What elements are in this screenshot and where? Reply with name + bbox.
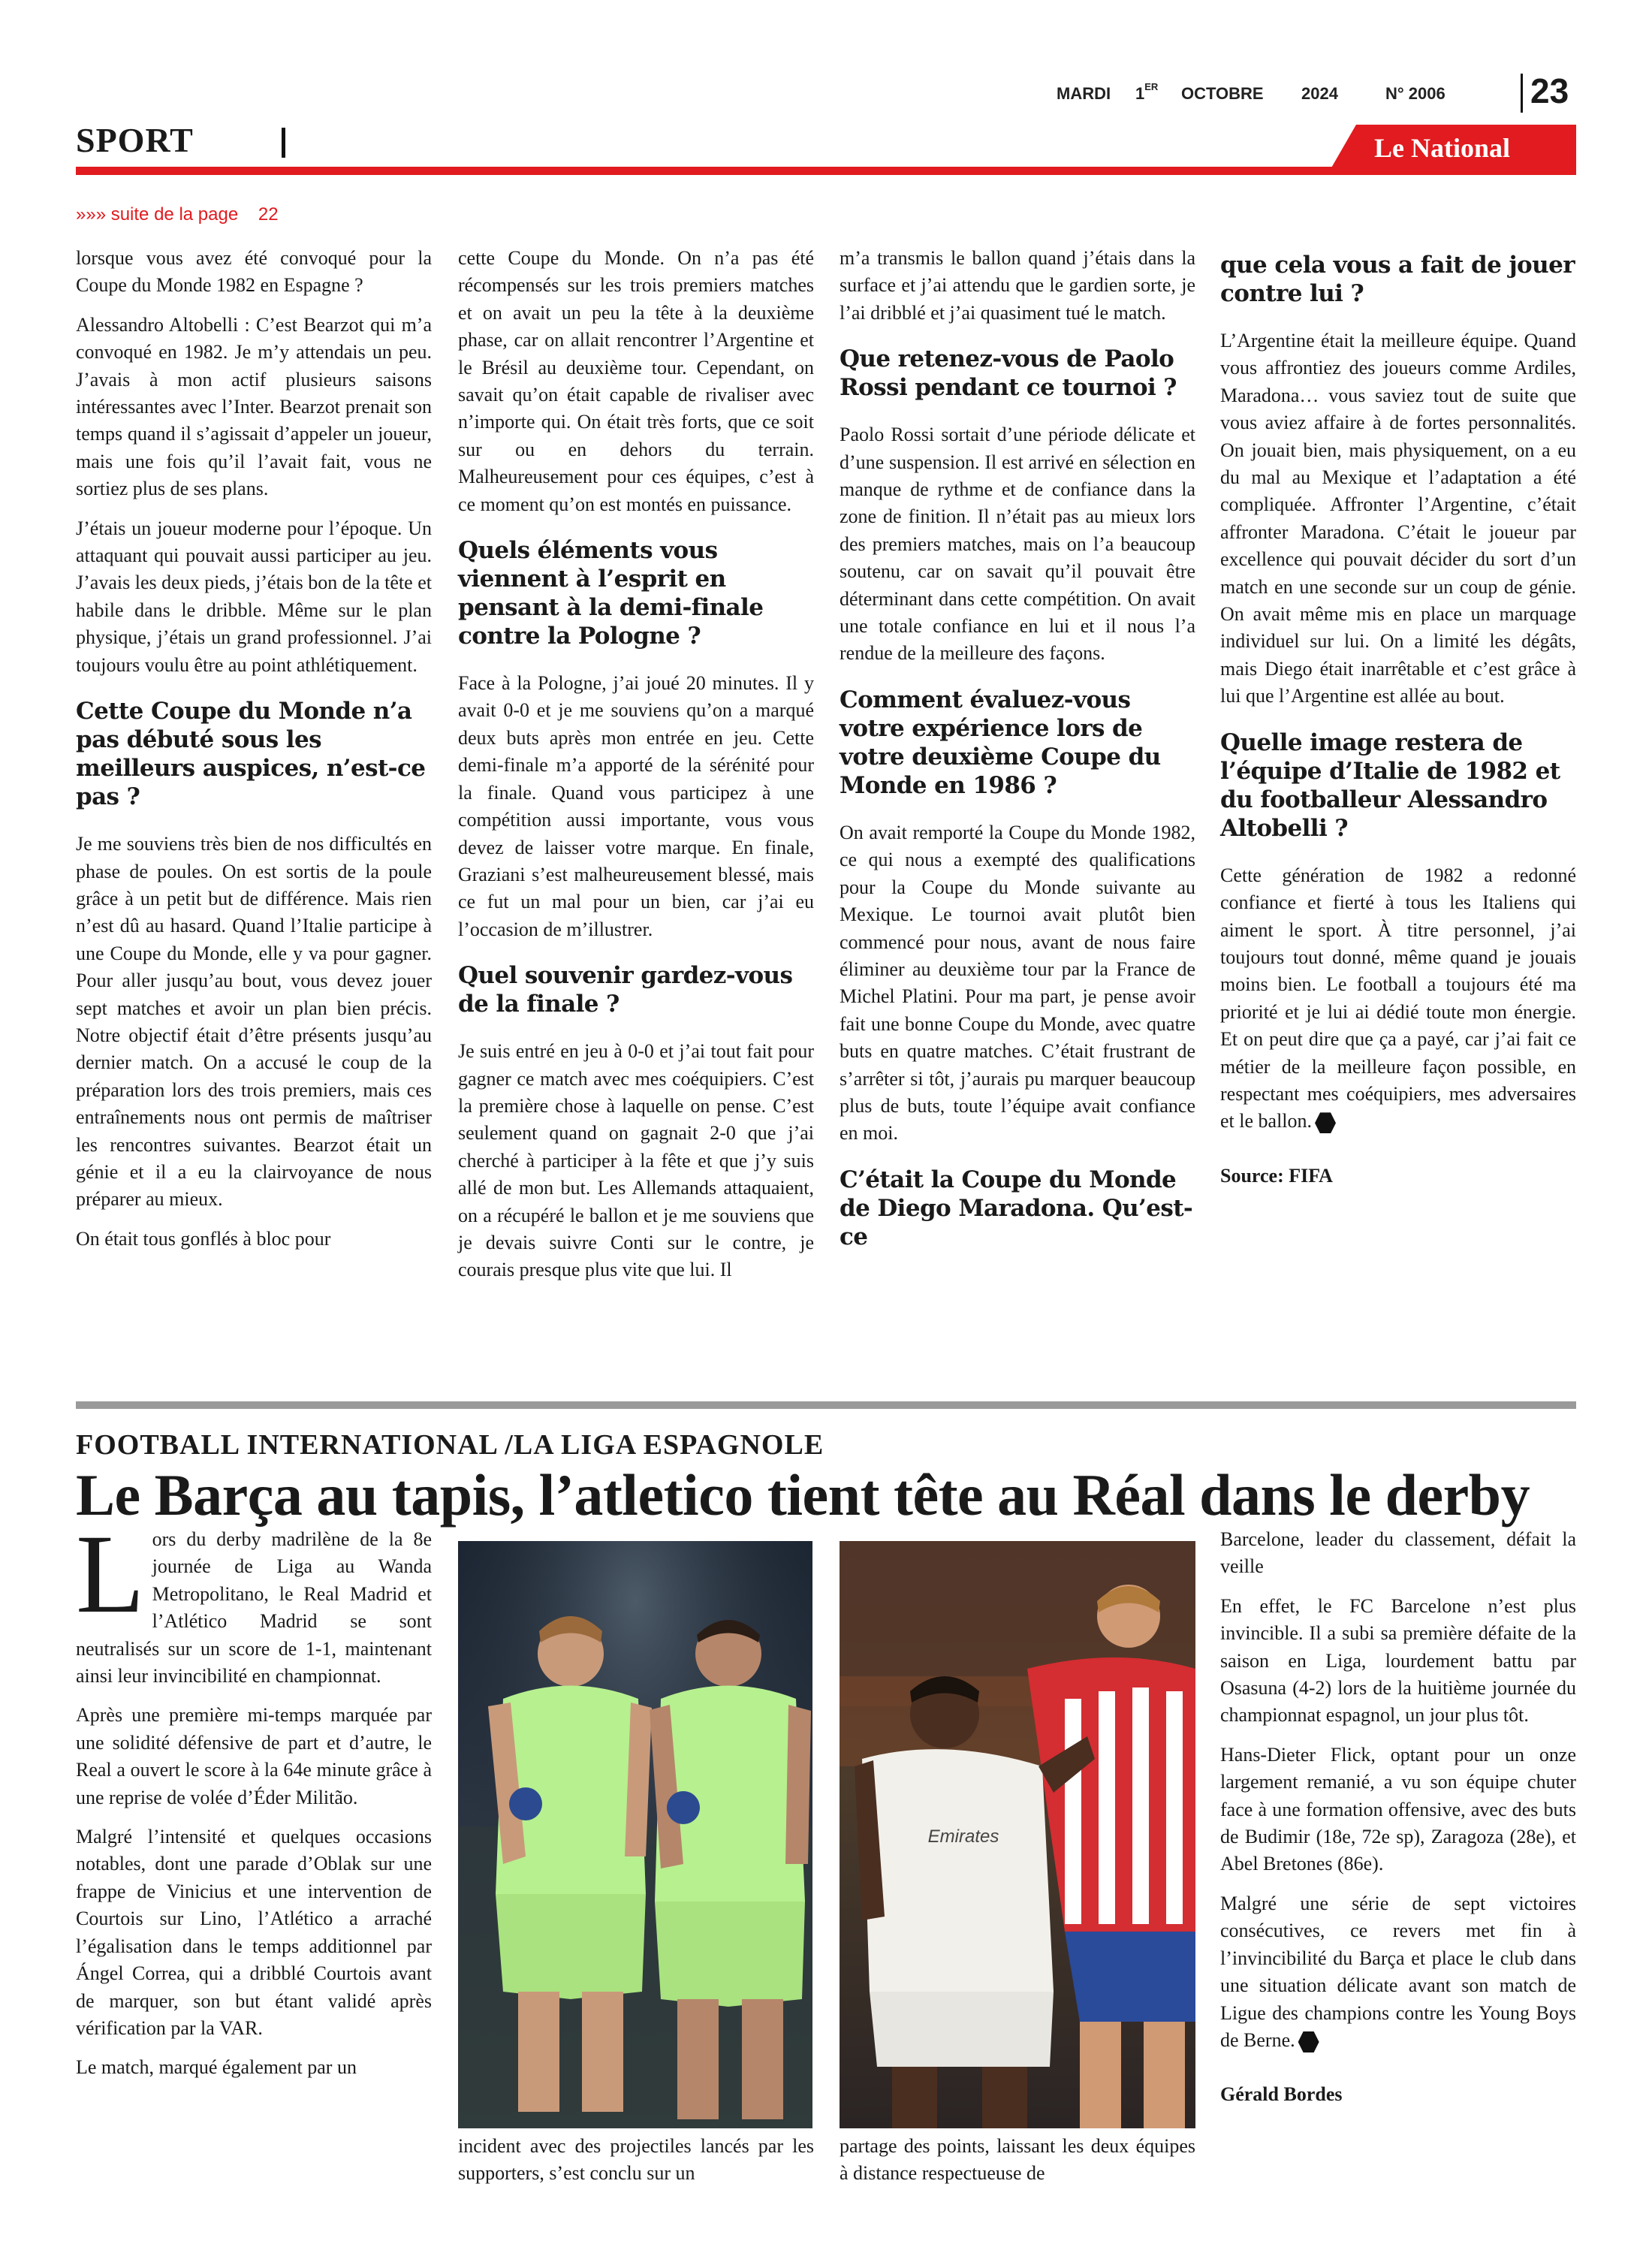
paragraph: Après une première mi-temps marquée par une solidité défensive de part et d’autre, le Real a ouvert le score à la 64e minute grâce à une reprise de volée d’Éder Militão. — [76, 1704, 432, 1808]
paragraph: incident avec des projectiles lancés par les supporters, s’est conclu sur un — [458, 2135, 814, 2185]
continued-label: »»» suite de la page — [76, 204, 239, 225]
interview-column-2 — [458, 245, 814, 1296]
paragraph: Je suis entré en jeu à 0-0 et j’ai tout fait pour gagner ce match avec mes coéquipiers. C’est la première chose à laquelle on pense. C’est seulement quand on gagnait 2-0 que j’ai cherché à participer à la fête et que j’y suis allé de mon but. Les Allemands attaquaient, on a récupéré le ballon et je me souviens que je devais suivre Conti sur le contre, je courais presque plus vite que lui. Il — [458, 1040, 814, 1281]
interview-question: Cette Coupe du Monde n’a pas débuté sous les meilleurs auspices, n’est-ce pas ? — [76, 698, 426, 811]
barcelona-players-illustration — [458, 1541, 812, 2128]
paragraph: Barcelone, leader du classement, défait la veille — [1220, 1528, 1576, 1578]
paragraph: Alessandro Altobelli : C’est Bearzot qui m’a convoqué en 1982. Je m’y attendais un peu. J’avais à mon actif plusieurs saisons intéressantes avec l’Inter. Bearzot prenait son temps quand il s’agissait d’appeler un joueur, mais une fois qu’il l’avait fait, vous ne sortiez plus de ses plans. — [76, 313, 432, 500]
page-number: 23 — [1530, 71, 1569, 110]
interview-question: Quels éléments vous viennent à l’esprit en pensant à la demi-finale contre la Pologne ? — [458, 537, 764, 650]
issue-month: OCTOBRE — [1181, 84, 1264, 103]
article-author: Gérald Bordes — [1220, 2083, 1343, 2106]
paragraph — [1220, 1890, 1576, 2054]
article-column-3 — [840, 2133, 1195, 2200]
paragraph: Malgré l’intensité et quelques occasions notables, dont une parade d’Oblak sur une frappe de Vinicius et une intervention de Courtois sur Lino, l’Atlético a arraché l’égalisation dans le temps additionnel par Ángel Correa, qui a dribblé Courtois avant de marquer, son but étant validé après vérification par la VAR. — [76, 1826, 432, 2039]
interview-question: Quelle image restera de l’équipe d’Italie de 1982 et du footballeur Alessandro Altobelli ? — [1220, 728, 1560, 842]
paragraph-text: Malgré une série de sept victoires consécutives, ce revers met fin à l’invincibilité du Barça et place le club dans une situation délicate avant son match de Ligue des champions contre les Young Boys de Berne. — [1220, 1892, 1576, 2051]
brand-name: Le National — [1374, 133, 1511, 163]
drop-cap: L — [76, 1512, 145, 1636]
continued-from — [76, 204, 279, 225]
section-title-bar — [282, 128, 285, 158]
paragraph: On était tous gonflés à bloc pour — [76, 1227, 331, 1250]
interview-column-3 — [840, 245, 1195, 1271]
paragraph: J’étais un joueur moderne pour l’époque. Un attaquant qui pouvait aussi participer au jeu. J’avais les deux pieds, j’étais bon de la tête et habile dans le dribble. Même sur le plan physique, j’étais un grand professionnel. J’ai toujours voulu être au point athlétiquement. — [76, 517, 432, 676]
paragraph: On avait remporté la Coupe du Monde 1982, ce qui nous a exempté des qualifications pour la Coupe du Monde suivante au Mexique. Le tournoi avait plutôt bien commencé pour nous, avant de nous faire éliminer au deuxième tour par la France de Michel Platini. Pour ma part, je pense avoir fait une bonne Coupe du Monde, avec quatre buts en quatre matches. C’était frustrant de s’arrêter si tôt, j’aurais pu marquer beaucoup plus de buts, toute l’équipe avait confiance en moi. — [840, 821, 1195, 1145]
continued-page: 22 — [258, 204, 279, 225]
paragraph: Paolo Rossi sortait d’une période délicate et d’une suspension. Il est arrivé en sélection en manque de rythme et de confiance dans la zone de finition. Il n’était pas au mieux lors des premiers matches, mais on l’a beaucoup soutenu, car on savait qu’il pouvait être déterminant dans cette compétition. On avait une totale confiance en lui et il nous l’a rendue de la meilleure des façons. — [840, 424, 1195, 665]
article-kicker: FOOTBALL INTERNATIONAL /LA LIGA ESPAGNOLE — [76, 1429, 824, 1461]
paragraph: Le match, marqué également par un — [76, 2056, 357, 2079]
paragraph: L’Argentine était la meilleure équipe. Quand vous affrontiez des joueurs comme Ardiles, Maradona… vous saviez tout de suite que vous aviez affaire à de fortes personnalités. On jouait bien, mais physiquement, on a eu du mal au Mexique et l’adaptation a été compliquée. Affronter l’Argentine, c’était affronter Maradona. C’était le joueur par excellence qui pouvait décider du sort d’un match en une seconde sur un coup de génie. On avait même mis en place un marquage individuel sur lui. On a limité les dégâts, mais Diego était inarrêtable et c’est grâce à lui que l’Argentine est allée au bout. — [1220, 330, 1576, 707]
paragraph: lorsque vous avez été convoqué pour la Coupe du Monde 1982 en Espagne ? — [76, 247, 432, 297]
article-source: Source: FIFA — [1220, 1164, 1333, 1187]
paragraph: En effet, le FC Barcelone n’est plus invincible. Il a subi sa première défaite de la saison en Liga, lourdement battu par Osasuna (4-2) lors de la huitième journée du championnat espagnol, un jour plus tôt. — [1220, 1594, 1576, 1727]
paragraph: m’a transmis le ballon quand j’étais dans la surface et j’ai attendu que le gardien sorte, je l’ai dribblé et j’ai quasiment tué le match. — [840, 247, 1195, 324]
issue-day: MARDI — [1057, 84, 1111, 103]
paragraph: cette Coupe du Monde. On n’a pas été récompensés sur les trois premiers matches et on avait un peu la tête à la deuxième phase, car on allait rencontrer l’Argentine et le Brésil au deuxième tour. Cependant, on savait qu’on était capable de rivaliser avec n’importe qui. On était très forts, que ce soit sur ou en dehors du terrain. Malheureusement pour ces équipes, c’est à ce moment qu’on est montés en puissance. — [458, 247, 814, 515]
article-column-4 — [1220, 1526, 1576, 2121]
interview-column-4 — [1220, 245, 1576, 1202]
interview-question: Comment évaluez-vous votre expérience lors de votre deuxième Coupe du Monde en 1986 ? — [840, 686, 1161, 799]
article-column-1 — [76, 1512, 432, 2094]
derby-duel-photo — [840, 1541, 1195, 2128]
barcelona-players-photo — [458, 1541, 812, 2128]
interview-question: Quel souvenir gardez-vous de la finale ? — [458, 962, 793, 1018]
issue-date-num: 1 — [1135, 84, 1145, 103]
article-column-2 — [458, 2133, 814, 2200]
issue-date-sup: ER — [1144, 81, 1159, 92]
derby-duel-illustration — [840, 1541, 1195, 2128]
paragraph-text: ors du derby madrilène de la 8e journée de Liga au Wanda Metropolitano, le Real Madrid et l’Atlético Madrid se sont neutralisés sur un score de 1-1, maintenant ainsi leur invincibilité en championnat. — [76, 1528, 432, 1687]
paragraph — [1220, 862, 1576, 1136]
end-of-article-icon — [1315, 1112, 1336, 1133]
paragraph: partage des points, laissant les deux équipes à distance respectueuse de — [840, 2135, 1195, 2185]
interview-question: Que retenez-vous de Paolo Rossi pendant ce tournoi ? — [840, 345, 1177, 402]
issue-date — [1135, 81, 1159, 104]
jersey-sponsor: Emirates — [927, 1826, 999, 1847]
issue-year: 2024 — [1301, 84, 1338, 103]
article-headline: Le Barça au tapis, l’atletico tient tête au Réal dans le derby — [76, 1462, 1530, 1528]
interview-column-1 — [76, 245, 432, 1265]
article-divider — [76, 1401, 1576, 1409]
paragraph: Face à la Pologne, j’ai joué 20 minutes. Il y avait 0-0 et je me souviens qu’on a marqué deux buts après mon entrée en jeu. Cette demi-finale m’a apporté de la sérénité pour la finale. Quand vous participez à une compétition aussi importante, vous vous devez de laisser votre marque. En finale, Graziani s’est malheureusement blessé, mais ce fut un mal pour un bien, car j’ai eu l’occasion de m’illustrer. — [458, 672, 814, 940]
paragraph-text: Cette génération de 1982 a redonné confiance et fierté à tous les Italiens qui aiment le sport. À titre personnel, j’ai toujours tout donné, même quand je jouais moins bien. Le football a toujours été ma priorité et je lui ai dédié toute mon énergie. Et on peut dire que ça a payé, car j’ai fait ce métier de la meilleure façon possible, en respectant mes coéquipiers, mes adversaires et le ballon. — [1220, 864, 1576, 1133]
interview-question: C’était la Coupe du Monde de Diego Maradona. Qu’est-ce — [840, 1166, 1193, 1250]
end-of-article-icon — [1298, 2031, 1319, 2052]
interview-question: que cela vous a fait de jouer contre lui ? — [1220, 252, 1575, 307]
issue-number: N° 2006 — [1385, 84, 1446, 103]
paragraph: Hans-Dieter Flick, optant pour un onze largement remanié, a vu son équipe chuter face à une formation offensive, avec des buts de Budimir (18e, 72e sp), Zaragoza (28e), et Abel Bretones (86e). — [1220, 1743, 1576, 1875]
paragraph — [76, 1512, 432, 1690]
section-title: SPORT — [76, 121, 194, 159]
page-number-divider — [1521, 74, 1523, 113]
paragraph: Je me souviens très bien de nos difficultés en phase de poules. On est sortis de la poule grâce à un petit but de différence. Mais rien n’est dû au hasard. Quand l’Italie participe à une Coupe du Monde, elle y va pour gagner. Pour aller jusqu’au bout, vous devez jouer sept matches et avoir un plan bien précis. Notre objectif était d’être présents jusqu’au dernier match. On a accusé le coup de la préparation lors des trois premiers, mais ces entraînements nous ont permis de maîtriser les rencontres suivantes. Bearzot était un génie et il a eu la clairvoyance de nous préparer au mieux. — [76, 833, 432, 1211]
